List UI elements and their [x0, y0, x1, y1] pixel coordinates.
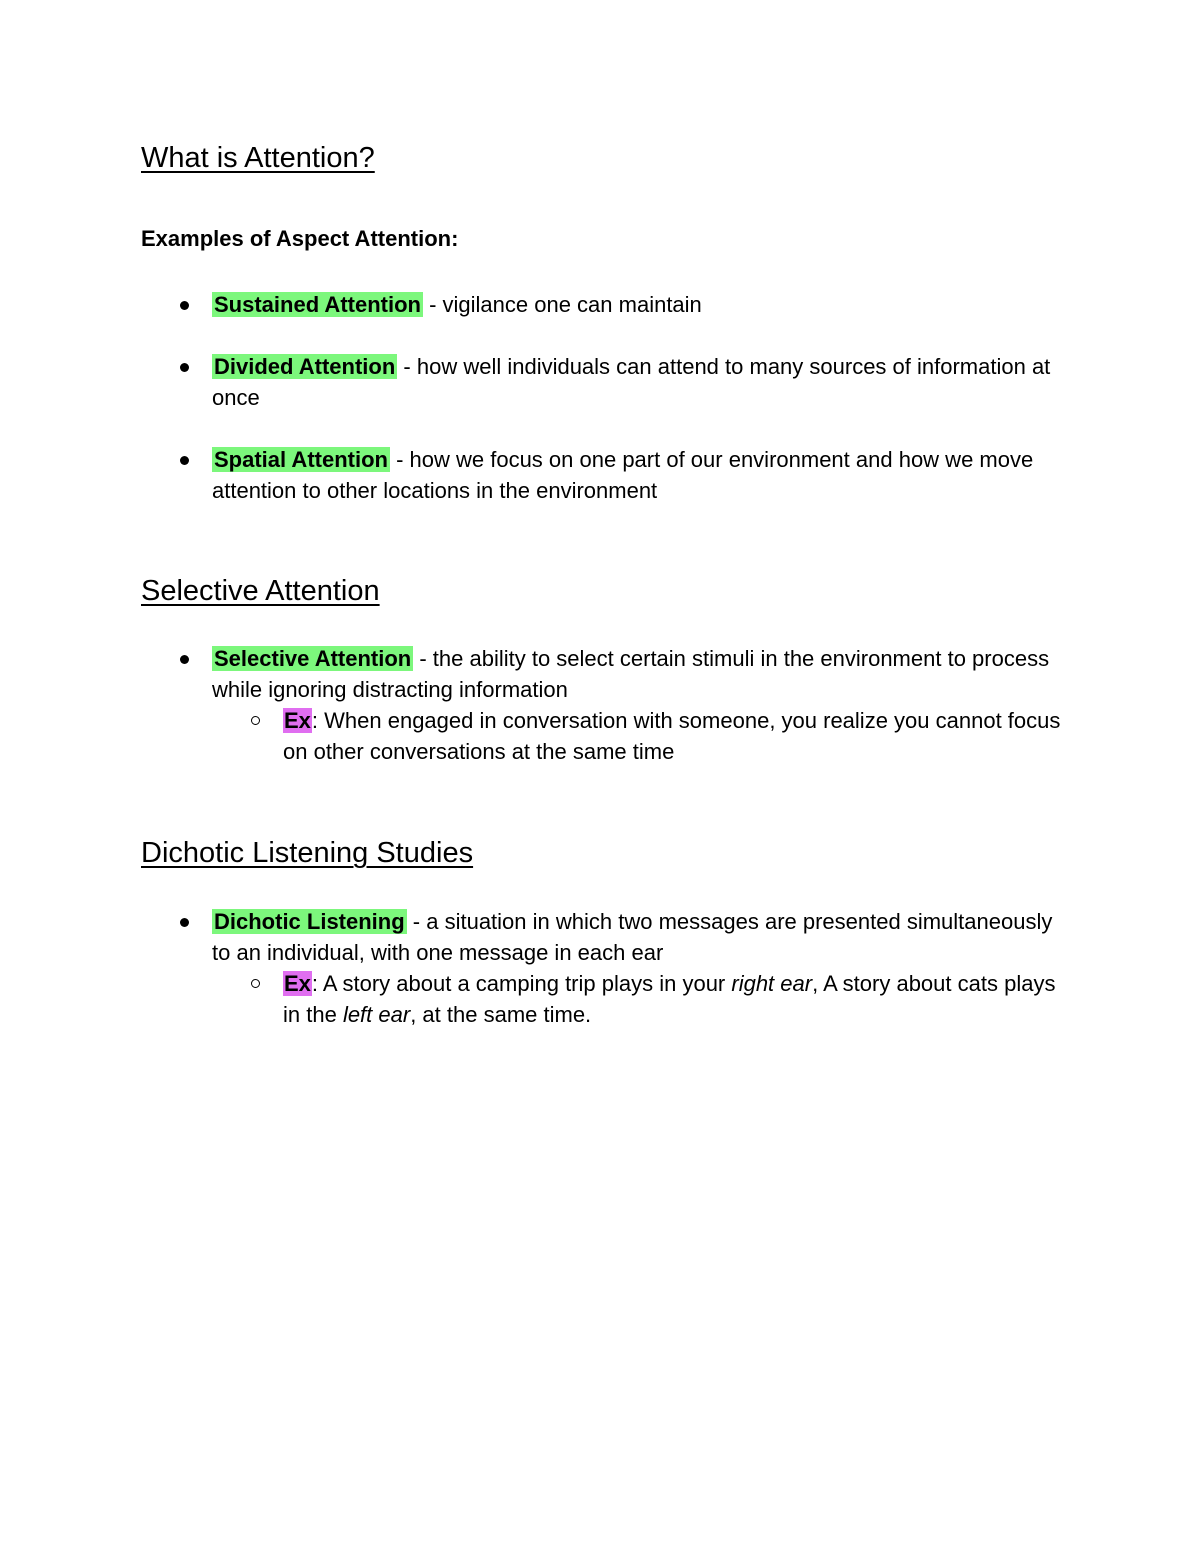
example-text-part2: , A story about cats plays in the [283, 971, 1056, 1027]
subheading-examples: Examples of Aspect Attention: [141, 226, 459, 251]
term-divided-attention: Divided Attention [214, 354, 396, 379]
section-heading-selective-attention: Selective Attention [141, 575, 380, 607]
bullet-icon [180, 301, 189, 310]
definition-text: - a situation in which two messages are presented simultaneously to an individual, with one message in each ear [212, 909, 1053, 965]
hollow-bullet-icon [251, 979, 260, 988]
bullet-icon [180, 456, 189, 465]
bullet-icon [180, 918, 189, 927]
list-item-divided [141, 351, 1061, 413]
hollow-bullet-icon [251, 716, 260, 725]
term-sustained-attention: Sustained Attention [214, 292, 421, 317]
bullet-icon [180, 655, 189, 664]
list-item-sustained [141, 289, 1061, 320]
definition-text: - the ability to select certain stimuli in the environment to process while ignoring distracting information [212, 646, 1050, 702]
example-item [212, 705, 1061, 767]
list-item-selective [141, 643, 1061, 705]
example-label: Ex [284, 971, 311, 996]
dichotic-list [141, 906, 1061, 968]
term-selective-attention: Selective Attention [214, 646, 412, 671]
definition-text: - how well individuals can attend to many sources of information at once [212, 354, 1051, 410]
example-italic-left-ear: left ear [342, 1002, 411, 1027]
definition-text: - vigilance one can maintain [422, 292, 702, 317]
document-page [141, 138, 1061, 1030]
list-item-dichotic [141, 906, 1061, 968]
section-heading-dichotic-listening: Dichotic Listening Studies [141, 837, 474, 869]
term-dichotic-listening: Dichotic Listening [214, 909, 405, 934]
aspect-list [141, 289, 1061, 506]
bullet-icon [180, 363, 189, 372]
example-text-part3: , at the same time. [410, 1002, 592, 1027]
example-italic-right-ear: right ear [731, 971, 813, 996]
example-item [212, 968, 1061, 1030]
term-spatial-attention: Spatial Attention [214, 447, 388, 472]
section-heading-what-is-attention: What is Attention? [141, 142, 375, 174]
selective-sublist [212, 705, 1061, 767]
example-text: : When engaged in conversation with someone, you realize you cannot focus on other conversations at the same time [283, 708, 1061, 764]
definition-text: - how we focus on one part of our environment and how we move attention to other locations in the environment [212, 447, 1034, 503]
example-text-part1: : A story about a camping trip plays in your [311, 971, 732, 996]
list-item-spatial [141, 444, 1061, 506]
dichotic-sublist [212, 968, 1061, 1030]
selective-list [141, 643, 1061, 705]
example-label: Ex [284, 708, 311, 733]
